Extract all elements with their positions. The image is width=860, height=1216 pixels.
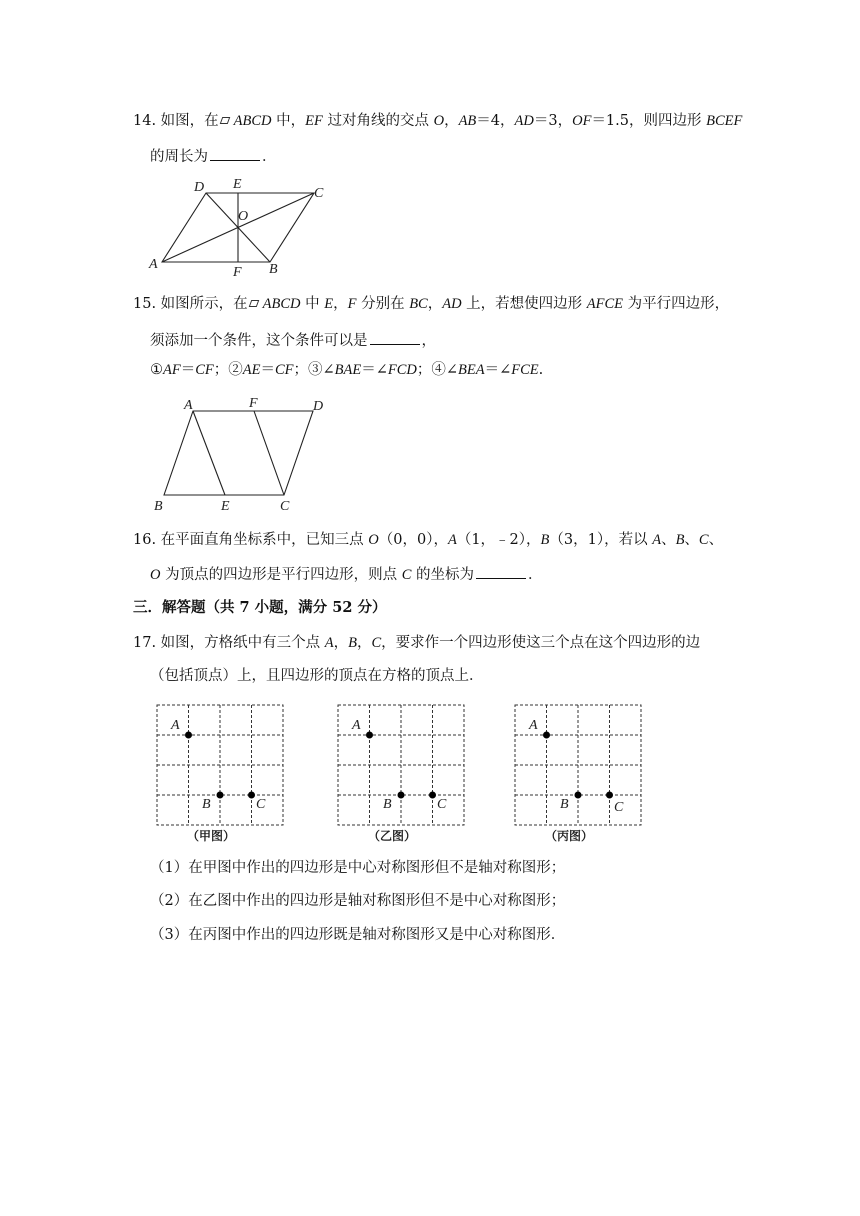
parallelogram-symbol-icon	[219, 117, 230, 124]
q16-line2: O 为顶点的四边形是平行四边形，则点 C 的坐标为 ．	[150, 564, 542, 585]
point-a	[366, 732, 373, 739]
grid-label-b: B	[202, 797, 211, 812]
q15-line2: 须添加一个条件，这个条件可以是 ，	[150, 330, 436, 351]
answer-blank	[210, 146, 260, 161]
q14-label-o: O	[238, 209, 249, 224]
q14-line1: 14. 如图，在 ABCD 中，EF 过对角线的交点 O，AB＝4，AD＝3，OF＝1.5，则四边形 BCEF	[133, 113, 743, 129]
grid-label-a: A	[171, 718, 180, 733]
q15-label-c: C	[280, 499, 290, 514]
q16-number: 16.	[133, 532, 157, 548]
q15-options: ①AF＝CF；②AE＝CF；③∠BAE＝∠FCD；④∠BEA＝∠FCE.	[150, 362, 544, 378]
section-heading: 三．解答题（共 7 小题，满分 52 分）	[133, 599, 387, 616]
grid-label-a: A	[352, 718, 361, 733]
q14-number: 14.	[133, 113, 157, 129]
point-b	[575, 792, 582, 799]
q16-line1: 16. 在平面直角坐标系中，已知三点 O（0，0），A（1，﹣2），B（3，1），若以 A、B、C、	[133, 532, 724, 548]
point-b	[217, 792, 224, 799]
grid-caption: （乙图）	[368, 829, 417, 843]
q14-figure	[145, 175, 335, 280]
grid-label-c: C	[614, 800, 624, 815]
q14-label-f: F	[233, 265, 242, 280]
q15-label-a: A	[184, 398, 193, 413]
point-a	[185, 732, 192, 739]
grid-figure-yi	[331, 698, 471, 848]
q14-line2: 的周长为 ．	[150, 146, 277, 167]
grid-figure-jia	[150, 698, 290, 848]
grid-figure-bing	[508, 698, 648, 848]
q17-part3: （3）在丙图中作出的四边形既是轴对称图形又是中心对称图形．	[150, 927, 566, 943]
grid-caption: （丙图）	[545, 829, 594, 843]
point-a	[543, 732, 550, 739]
point-c	[606, 792, 613, 799]
q15-label-e: E	[221, 499, 230, 514]
q14-label-a: A	[149, 257, 158, 272]
point-c	[429, 792, 436, 799]
q14-label-d: D	[194, 180, 205, 195]
q15-label-b: B	[154, 499, 163, 514]
parallelogram-symbol-icon	[248, 300, 259, 307]
q17-number: 17.	[133, 635, 157, 651]
q17-line2: （包括顶点）上，且四边形的顶点在方格的顶点上．	[150, 668, 484, 684]
point-c	[248, 792, 255, 799]
q15-line1: 15. 如图所示，在 ABCD 中 E，F 分别在 BC，AD 上，若想使四边形 AFCE 为平行四边形，	[133, 296, 730, 312]
q17-part2: （2）在乙图中作出的四边形是轴对称图形但不是中心对称图形；	[150, 893, 566, 909]
q14-label-e: E	[233, 177, 242, 192]
q14-label-c: C	[314, 186, 324, 201]
q14-label-b: B	[269, 262, 278, 277]
grid-label-a: A	[529, 718, 538, 733]
q15-number: 15.	[133, 296, 157, 312]
q17-part1: （1）在甲图中作出的四边形是中心对称图形但不是轴对称图形；	[150, 860, 566, 876]
point-b	[398, 792, 405, 799]
q15-label-f: F	[249, 396, 258, 411]
grid-label-c: C	[437, 797, 447, 812]
q15-label-d: D	[313, 399, 324, 414]
grid-label-b: B	[383, 797, 392, 812]
grid-caption: （甲图）	[187, 829, 236, 843]
q15-figure	[150, 393, 335, 515]
grid-label-c: C	[256, 797, 266, 812]
answer-blank	[370, 330, 420, 345]
q17-line1: 17. 如图，方格纸中有三个点 A，B，C，要求作一个四边形使这三个点在这个四边形的边	[133, 635, 701, 651]
grid-label-b: B	[560, 797, 569, 812]
answer-blank	[476, 564, 526, 579]
